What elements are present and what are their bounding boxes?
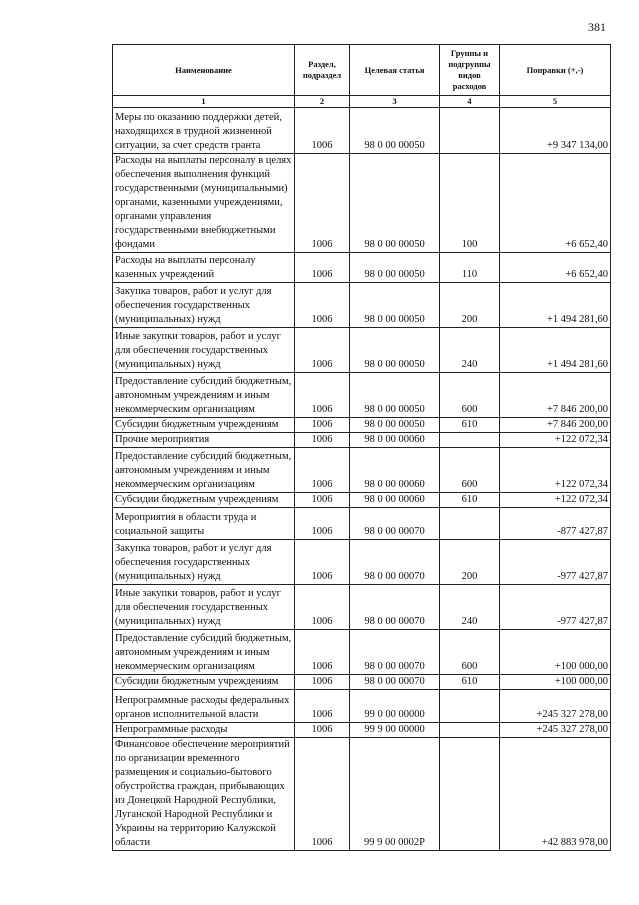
- row-name: Предоставление субсидий бюджетным, автономным учреждениям и иным некоммерческим организациям: [113, 630, 295, 675]
- table-row: [113, 418, 611, 433]
- table-row: [113, 433, 611, 448]
- row-expense-group: 240: [440, 328, 500, 373]
- row-expense-group: 610: [440, 675, 500, 690]
- row-expense-group: 600: [440, 373, 500, 418]
- table-row: [113, 585, 611, 630]
- row-expense-group: 240: [440, 585, 500, 630]
- row-name: Субсидии бюджетным учреждениям: [113, 493, 295, 508]
- row-expense-group: [440, 738, 500, 851]
- table-row: [113, 540, 611, 585]
- row-name: Непрограммные расходы федеральных органов исполнительной власти: [113, 690, 295, 723]
- row-target-article: 98 0 00 00060: [350, 433, 440, 448]
- row-amount: +122 072,34: [500, 433, 611, 448]
- row-expense-group: 610: [440, 418, 500, 433]
- row-target-article: 98 0 00 00050: [350, 253, 440, 283]
- row-amount: +1 494 281,60: [500, 328, 611, 373]
- row-section-code: 1006: [295, 585, 350, 630]
- row-expense-group: [440, 508, 500, 540]
- header-target: Целевая статья: [350, 45, 440, 96]
- row-section-code: 1006: [295, 630, 350, 675]
- row-amount: -877 427,87: [500, 508, 611, 540]
- row-name: Прочие мероприятия: [113, 433, 295, 448]
- row-amount: +6 652,40: [500, 154, 611, 253]
- row-name: Закупка товаров, работ и услуг для обеспечения государственных (муниципальных) нужд: [113, 283, 295, 328]
- row-expense-group: 110: [440, 253, 500, 283]
- row-expense-group: [440, 723, 500, 738]
- row-name: Закупка товаров, работ и услуг для обеспечения государственных (муниципальных) нужд: [113, 540, 295, 585]
- column-number: 3: [350, 96, 440, 108]
- budget-amendments-table: [112, 44, 611, 851]
- row-amount: +122 072,34: [500, 493, 611, 508]
- row-section-code: 1006: [295, 540, 350, 585]
- column-numbers-row: [113, 96, 611, 108]
- row-target-article: 98 0 00 00050: [350, 328, 440, 373]
- row-section-code: 1006: [295, 418, 350, 433]
- row-section-code: 1006: [295, 493, 350, 508]
- row-amount: +6 652,40: [500, 253, 611, 283]
- row-section-code: 1006: [295, 373, 350, 418]
- row-expense-group: 200: [440, 540, 500, 585]
- header-name: Наименование: [113, 45, 295, 96]
- row-expense-group: [440, 433, 500, 448]
- table-row: [113, 154, 611, 253]
- row-target-article: 98 0 00 00050: [350, 283, 440, 328]
- header-amount: Поправки (+,-): [500, 45, 611, 96]
- row-expense-group: 610: [440, 493, 500, 508]
- row-target-article: 98 0 00 00050: [350, 418, 440, 433]
- table-row: [113, 108, 611, 154]
- row-section-code: 1006: [295, 283, 350, 328]
- table-row: [113, 448, 611, 493]
- table-row: [113, 630, 611, 675]
- row-amount: -977 427,87: [500, 585, 611, 630]
- table-row: [113, 373, 611, 418]
- row-amount: +7 846 200,00: [500, 418, 611, 433]
- row-expense-group: 200: [440, 283, 500, 328]
- row-amount: +100 000,00: [500, 630, 611, 675]
- row-expense-group: 600: [440, 448, 500, 493]
- row-amount: +100 000,00: [500, 675, 611, 690]
- column-number: 5: [500, 96, 611, 108]
- row-name: Предоставление субсидий бюджетным, автономным учреждениям и иным некоммерческим организациям: [113, 373, 295, 418]
- row-expense-group: [440, 108, 500, 154]
- row-section-code: 1006: [295, 690, 350, 723]
- table-row: [113, 738, 611, 851]
- page-number: 381: [588, 20, 606, 34]
- row-expense-group: 100: [440, 154, 500, 253]
- row-name: Иные закупки товаров, работ и услуг для обеспечения государственных (муниципальных) нужд: [113, 328, 295, 373]
- table-row: [113, 328, 611, 373]
- row-expense-group: 600: [440, 630, 500, 675]
- row-name: Финансовое обеспечение мероприятий по организации временного размещения и социально-бытового обустройства граждан, прибывающих из Донецкой Народной Республики, Луганской Народной Республики и Украины на территорию Калужской области: [113, 738, 295, 851]
- row-target-article: 98 0 00 00070: [350, 508, 440, 540]
- row-amount: +245 327 278,00: [500, 690, 611, 723]
- table-row: [113, 723, 611, 738]
- row-section-code: 1006: [295, 154, 350, 253]
- table-row: [113, 508, 611, 540]
- row-name: Меры по оказанию поддержки детей, находящихся в трудной жизненной ситуации, за счет средств гранта: [113, 108, 295, 154]
- row-target-article: 98 0 00 00060: [350, 448, 440, 493]
- table-row: [113, 675, 611, 690]
- row-name: Мероприятия в области труда и социальной защиты: [113, 508, 295, 540]
- row-amount: +122 072,34: [500, 448, 611, 493]
- row-target-article: 99 9 00 00000: [350, 723, 440, 738]
- row-target-article: 98 0 00 00070: [350, 630, 440, 675]
- row-section-code: 1006: [295, 328, 350, 373]
- table-row: [113, 283, 611, 328]
- table-row: [113, 253, 611, 283]
- row-section-code: 1006: [295, 508, 350, 540]
- row-name: Расходы на выплаты персоналу в целях обеспечения выполнения функций государственными (муниципальными) органами, казенными учреждениями, органами управления государственными внебюджетными фондами: [113, 154, 295, 253]
- column-number: 1: [113, 96, 295, 108]
- row-amount: +1 494 281,60: [500, 283, 611, 328]
- row-section-code: 1006: [295, 433, 350, 448]
- table-row: [113, 493, 611, 508]
- row-name: Субсидии бюджетным учреждениям: [113, 675, 295, 690]
- table-body: [113, 108, 611, 851]
- row-name: Непрограммные расходы: [113, 723, 295, 738]
- header-section: Раздел, подраздел: [295, 45, 350, 96]
- row-amount: +7 846 200,00: [500, 373, 611, 418]
- row-name: Иные закупки товаров, работ и услуг для обеспечения государственных (муниципальных) нужд: [113, 585, 295, 630]
- row-target-article: 98 0 00 00070: [350, 675, 440, 690]
- table-row: [113, 690, 611, 723]
- row-amount: -977 427,87: [500, 540, 611, 585]
- row-amount: +42 883 978,00: [500, 738, 611, 851]
- row-target-article: 98 0 00 00050: [350, 154, 440, 253]
- row-name: Субсидии бюджетным учреждениям: [113, 418, 295, 433]
- row-section-code: 1006: [295, 723, 350, 738]
- row-expense-group: [440, 690, 500, 723]
- column-number: 2: [295, 96, 350, 108]
- row-amount: +245 327 278,00: [500, 723, 611, 738]
- row-target-article: 98 0 00 00050: [350, 108, 440, 154]
- row-section-code: 1006: [295, 738, 350, 851]
- row-name: Предоставление субсидий бюджетным, автономным учреждениям и иным некоммерческим организациям: [113, 448, 295, 493]
- column-number: 4: [440, 96, 500, 108]
- row-amount: +9 347 134,00: [500, 108, 611, 154]
- row-target-article: 99 9 00 0002Р: [350, 738, 440, 851]
- row-section-code: 1006: [295, 448, 350, 493]
- table-header-row: [113, 45, 611, 96]
- row-section-code: 1006: [295, 675, 350, 690]
- row-target-article: 98 0 00 00060: [350, 493, 440, 508]
- row-target-article: 98 0 00 00070: [350, 540, 440, 585]
- row-section-code: 1006: [295, 253, 350, 283]
- row-target-article: 98 0 00 00070: [350, 585, 440, 630]
- header-group: Группы и подгруппы видов расходов: [440, 45, 500, 96]
- row-section-code: 1006: [295, 108, 350, 154]
- row-target-article: 99 0 00 00000: [350, 690, 440, 723]
- row-name: Расходы на выплаты персоналу казенных учреждений: [113, 253, 295, 283]
- row-target-article: 98 0 00 00050: [350, 373, 440, 418]
